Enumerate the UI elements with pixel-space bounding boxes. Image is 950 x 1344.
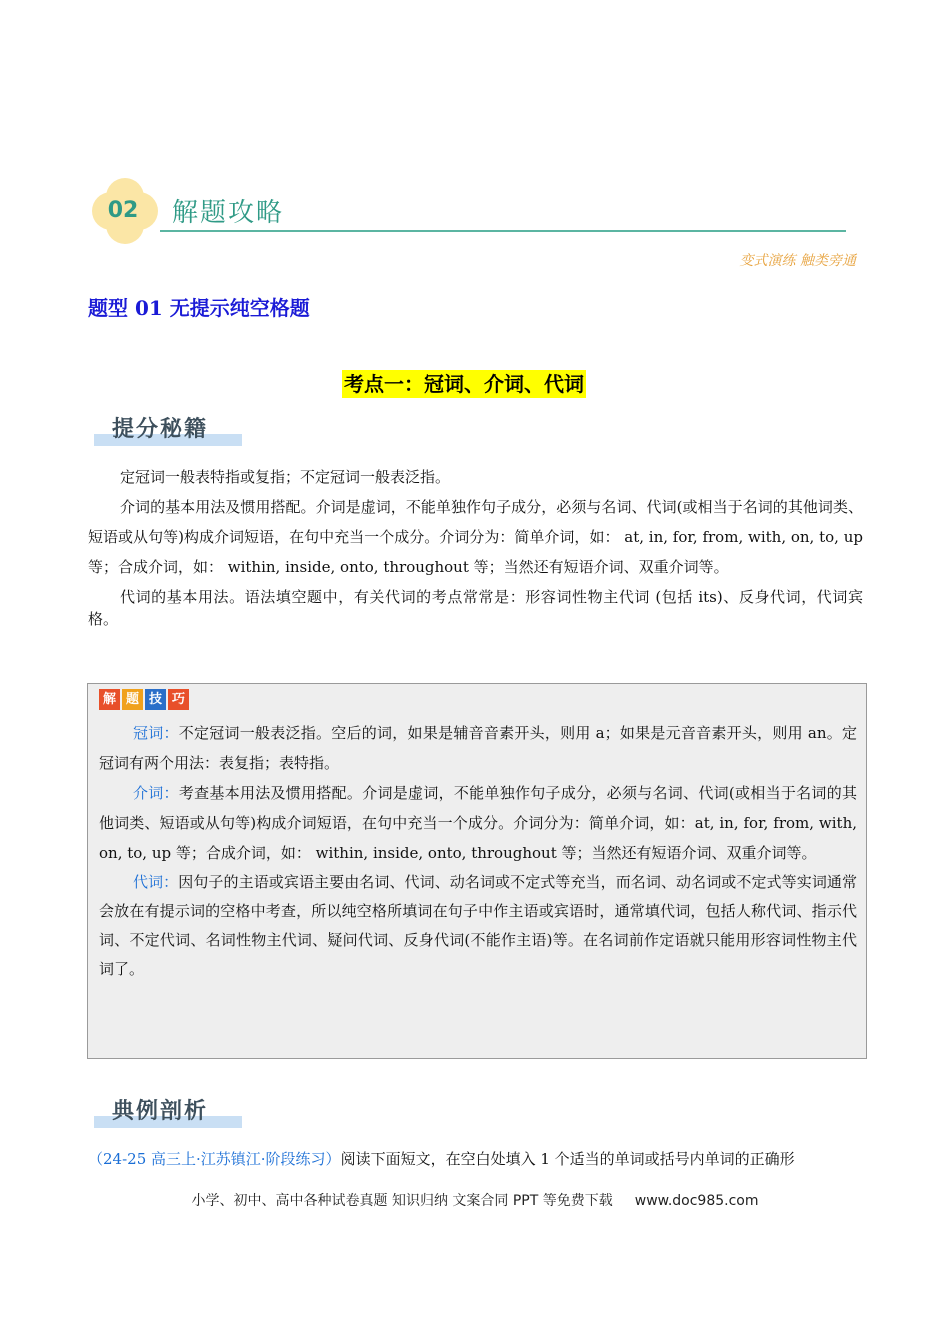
- section-subtitle: 变式演练 触类旁通: [739, 253, 856, 269]
- tips-banner-label: 提分秘籍: [112, 417, 209, 442]
- tips-banner: [90, 410, 242, 450]
- tips-box: [87, 683, 867, 1059]
- example-banner-label: 典例剖析: [112, 1099, 209, 1124]
- paragraph-article: 定冠词一般表特指或复指；不定冠词一般表泛指。: [120, 468, 451, 486]
- flower-badge-icon: [92, 178, 158, 244]
- tips-badge: [99, 689, 189, 710]
- footer-text: 小学、初中、高中各种试卷真题 知识归纳 文案合同 PPT 等免费下载: [191, 1193, 613, 1209]
- example-source: （24-25 高三上·江苏镇江·阶段练习）: [88, 1150, 341, 1168]
- tip-text: 不定冠词一般表泛指。空后的词，如果是辅音音素开头，则用 a；如果是元音音素开头，则用 an。定冠词有两个用法：表复指；表特指。: [99, 724, 857, 772]
- section-title: 解题攻略: [172, 198, 285, 228]
- tip-keyword: 介词：: [133, 784, 179, 802]
- page-footer: [0, 1190, 950, 1210]
- tip-item: [99, 778, 857, 868]
- example-banner: [90, 1092, 242, 1132]
- paragraph-pronoun: 代词的基本用法。语法填空题中，有关代词的考点常常是：形容词性物主代词 (包括 its)、反身代词，代词宾格。: [88, 588, 863, 628]
- section-header: [92, 176, 852, 246]
- tip-keyword: 冠词：: [133, 724, 179, 742]
- question-type-title: 题型 01 无提示纯空格题: [88, 296, 310, 320]
- example-intro: [88, 1148, 868, 1170]
- tips-body: [99, 718, 857, 984]
- footer-url[interactable]: www.doc985.com: [634, 1193, 759, 1209]
- tip-text: 考查基本用法及惯用搭配。介词是虚词，不能单独作句子成分，必须与名词、代词(或相当于名词的其他词类、短语或从句等)构成介词短语，在句中充当一个成分。介词分为：简单介词，如：at, in, for, from, with, on, to, up 等；合成介词，如： within, inside, onto, throughout 等；当然还有短语介词、双重介词等。: [99, 784, 857, 862]
- tip-text: 因句子的主语或宾语主要由名词、代词、动名词或不定式等充当，而名词、动名词或不定式等实词通常会放在有提示词的空格中考查，所以纯空格所填词在句子中作主语或宾语时，通常填代词，包括人称代词、指示代词、不定代词、名词性物主代词、疑问代词、反身代词(不能作主语)等。在名词前作定语就只能用形容词性物主代词了。: [99, 873, 857, 978]
- kaodian-title: 考点一：冠词、介词、代词: [344, 372, 584, 396]
- badge-char: 解: [99, 689, 120, 710]
- paragraph-preposition: 介词的基本用法及惯用搭配。介词是虚词，不能单独作句子成分，必须与名词、代词(或相当于名词的其他词类、短语或从句等)构成介词短语，在句中充当一个成分。介词分为：简单介词，如： at, in, for, from, with, on, to, up 等；合成介词，如： within, inside, onto, throughout 等；当然还有短语介词、双重介词等。: [88, 498, 863, 576]
- tip-keyword: 代词：: [133, 873, 179, 891]
- intro-paragraphs: [88, 462, 863, 630]
- example-text: 阅读下面短文，在空白处填入 1 个适当的单词或括号内单词的正确形: [340, 1150, 795, 1168]
- tip-item: [99, 868, 857, 984]
- section-divider: [160, 230, 846, 232]
- badge-char: 题: [122, 689, 143, 710]
- tip-item: [99, 718, 857, 778]
- badge-char: 巧: [168, 689, 189, 710]
- badge-char: 技: [145, 689, 166, 710]
- section-number: 02: [107, 198, 139, 223]
